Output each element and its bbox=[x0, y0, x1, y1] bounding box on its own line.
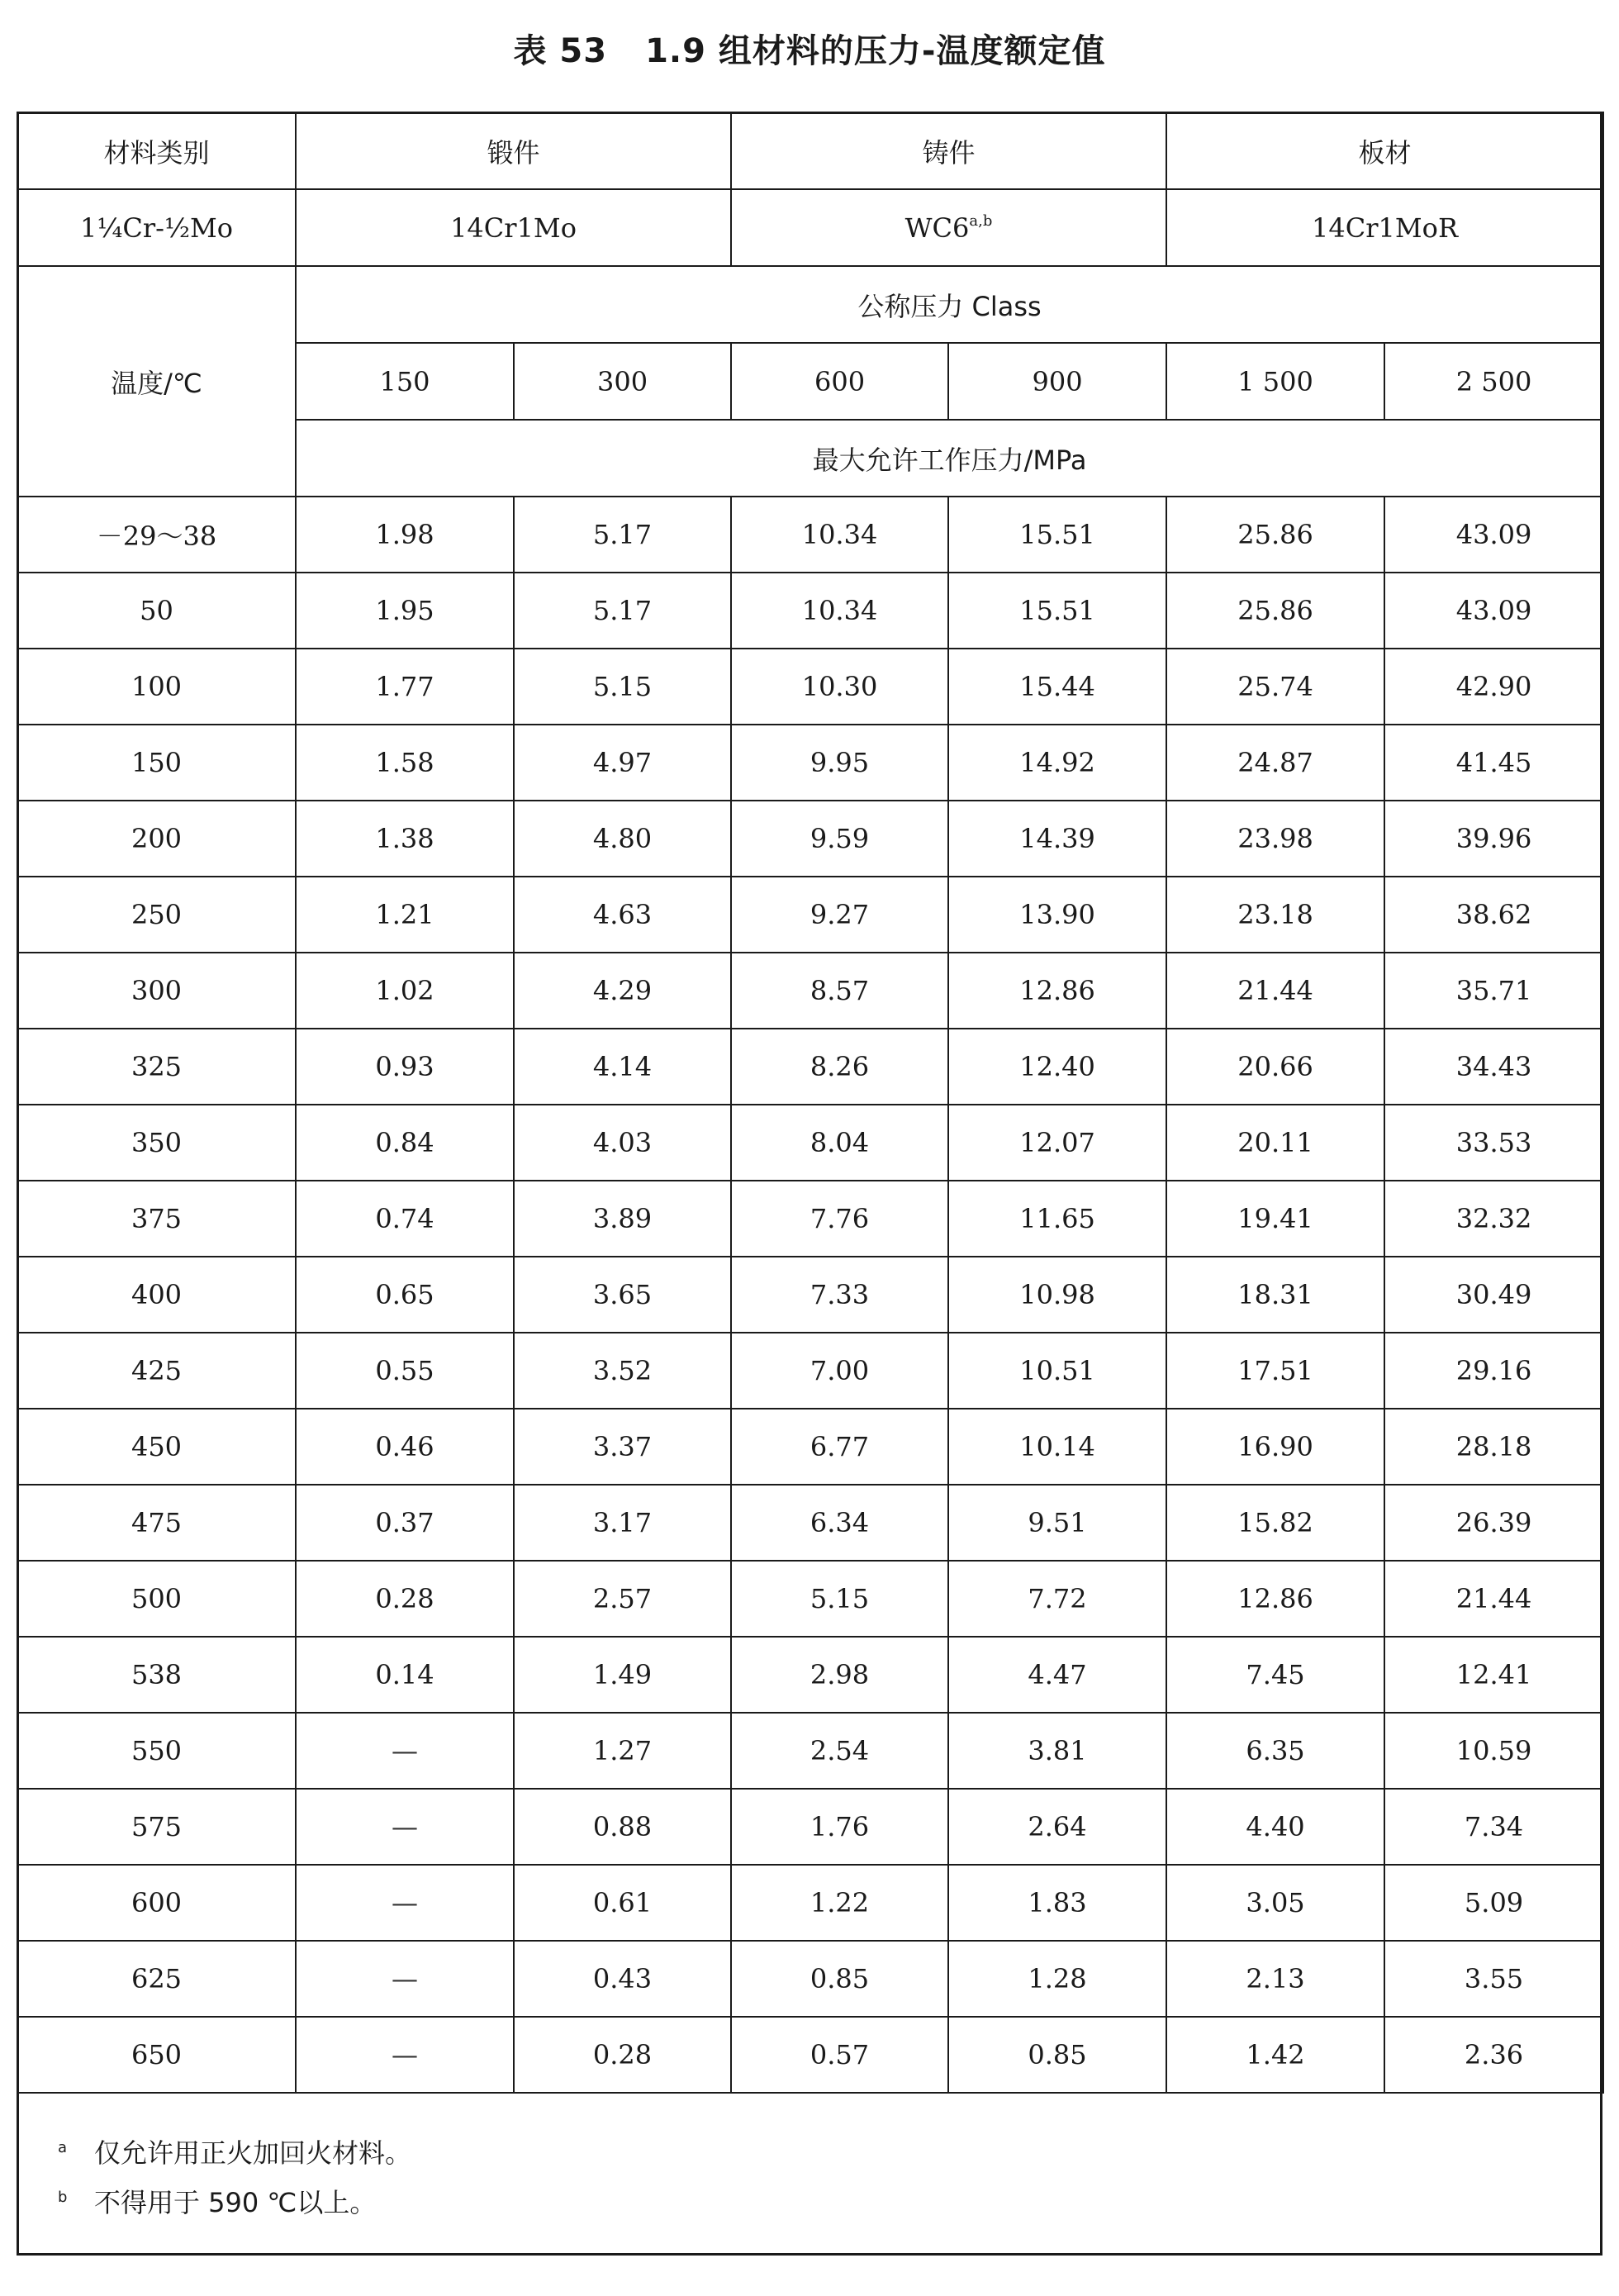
footnote-mark: a bbox=[58, 2139, 68, 2156]
table-row bbox=[17, 573, 1603, 649]
pressure-cell: 43.09 bbox=[1384, 497, 1603, 573]
pressure-cell: 7.76 bbox=[731, 1181, 948, 1257]
pressure-cell: 6.35 bbox=[1166, 1713, 1384, 1789]
pressure-cell: 0.14 bbox=[296, 1637, 514, 1713]
pressure-cell: 10.98 bbox=[948, 1257, 1166, 1333]
pressure-cell: 2.36 bbox=[1384, 2017, 1603, 2093]
table-row bbox=[17, 725, 1603, 801]
pressure-cell: 0.65 bbox=[296, 1257, 514, 1333]
pressure-temperature-table bbox=[17, 112, 1604, 2094]
pressure-cell: 10.14 bbox=[948, 1409, 1166, 1485]
pressure-cell: 41.45 bbox=[1384, 725, 1603, 801]
pressure-cell: 4.80 bbox=[514, 801, 731, 877]
pressure-cell: 0.85 bbox=[948, 2017, 1166, 2093]
table-row bbox=[17, 1333, 1603, 1409]
pressure-cell: 14.39 bbox=[948, 801, 1166, 877]
pressure-cell: 3.52 bbox=[514, 1333, 731, 1409]
pressure-cell: 7.72 bbox=[948, 1561, 1166, 1637]
pressure-cell: 4.14 bbox=[514, 1029, 731, 1105]
pressure-cell: 3.89 bbox=[514, 1181, 731, 1257]
casting-label: 铸件 bbox=[731, 112, 1166, 189]
pressure-cell: — bbox=[296, 1865, 514, 1941]
pressure-cell: 12.40 bbox=[948, 1029, 1166, 1105]
table-row bbox=[17, 1485, 1603, 1561]
table-row bbox=[17, 1561, 1603, 1637]
pressure-cell: 5.17 bbox=[514, 497, 731, 573]
pressure-cell: 4.47 bbox=[948, 1637, 1166, 1713]
pressure-cell: 34.43 bbox=[1384, 1029, 1603, 1105]
pressure-cell: 10.59 bbox=[1384, 1713, 1603, 1789]
pressure-cell: 42.90 bbox=[1384, 649, 1603, 725]
pressure-cell: 2.57 bbox=[514, 1561, 731, 1637]
pressure-cell: — bbox=[296, 2017, 514, 2093]
pressure-cell: 10.51 bbox=[948, 1333, 1166, 1409]
pressure-cell: 20.66 bbox=[1166, 1029, 1384, 1105]
pressure-cell: — bbox=[296, 1941, 514, 2017]
table-row bbox=[17, 1181, 1603, 1257]
pressure-cell: 5.17 bbox=[514, 573, 731, 649]
pressure-cell: 9.27 bbox=[731, 877, 948, 953]
temperature-cell: 625 bbox=[17, 1941, 296, 2017]
pressure-cell: 3.05 bbox=[1166, 1865, 1384, 1941]
pressure-cell: 33.53 bbox=[1384, 1105, 1603, 1181]
pressure-cell: 1.27 bbox=[514, 1713, 731, 1789]
pressure-cell: 15.44 bbox=[948, 649, 1166, 725]
pressure-cell: 1.42 bbox=[1166, 2017, 1384, 2093]
forging-label: 锻件 bbox=[296, 112, 731, 189]
pressure-cell: 1.83 bbox=[948, 1865, 1166, 1941]
pressure-cell: 12.86 bbox=[1166, 1561, 1384, 1637]
pressure-cell: 0.61 bbox=[514, 1865, 731, 1941]
pressure-cell: 18.31 bbox=[1166, 1257, 1384, 1333]
pressure-cell: 10.30 bbox=[731, 649, 948, 725]
pressure-cell: 12.86 bbox=[948, 953, 1166, 1029]
class-value: 900 bbox=[948, 343, 1166, 420]
table-row bbox=[17, 1865, 1603, 1941]
pressure-cell: 24.87 bbox=[1166, 725, 1384, 801]
plate-grade: 14Cr1MoR bbox=[1166, 189, 1603, 266]
pressure-cell: 0.46 bbox=[296, 1409, 514, 1485]
header-row-product-forms bbox=[17, 112, 1603, 189]
pressure-cell: 5.09 bbox=[1384, 1865, 1603, 1941]
pressure-cell: 7.00 bbox=[731, 1333, 948, 1409]
table-row bbox=[17, 1789, 1603, 1865]
pressure-cell: 15.51 bbox=[948, 497, 1166, 573]
pressure-cell: 23.18 bbox=[1166, 877, 1384, 953]
table-row bbox=[17, 1713, 1603, 1789]
pressure-cell: 1.28 bbox=[948, 1941, 1166, 2017]
pressure-cell: 25.74 bbox=[1166, 649, 1384, 725]
footnote bbox=[58, 2173, 411, 2222]
pressure-cell: 25.86 bbox=[1166, 497, 1384, 573]
pressure-cell: — bbox=[296, 1713, 514, 1789]
temperature-cell: 325 bbox=[17, 1029, 296, 1105]
class-value: 150 bbox=[296, 343, 514, 420]
pressure-cell: 0.85 bbox=[731, 1941, 948, 2017]
pressure-cell: 12.07 bbox=[948, 1105, 1166, 1181]
pressure-cell: 32.32 bbox=[1384, 1181, 1603, 1257]
temperature-cell: 425 bbox=[17, 1333, 296, 1409]
pressure-cell: 0.28 bbox=[296, 1561, 514, 1637]
pressure-cell: 1.58 bbox=[296, 725, 514, 801]
table-footnotes bbox=[58, 2123, 412, 2222]
material-grade: 1¼Cr-½Mo bbox=[17, 189, 296, 266]
pressure-cell: 28.18 bbox=[1384, 1409, 1603, 1485]
pressure-cell: 8.26 bbox=[731, 1029, 948, 1105]
class-label: 公称压力 Class bbox=[296, 266, 1603, 343]
temperature-cell: 50 bbox=[17, 573, 296, 649]
pressure-cell: 4.29 bbox=[514, 953, 731, 1029]
temperature-cell: 450 bbox=[17, 1409, 296, 1485]
pressure-cell: 7.45 bbox=[1166, 1637, 1384, 1713]
pressure-cell: 2.54 bbox=[731, 1713, 948, 1789]
pressure-cell: 0.37 bbox=[296, 1485, 514, 1561]
pressure-cell: 30.49 bbox=[1384, 1257, 1603, 1333]
pressure-cell: 1.21 bbox=[296, 877, 514, 953]
table-row bbox=[17, 2017, 1603, 2093]
pressure-cell: 0.28 bbox=[514, 2017, 731, 2093]
temperature-cell: 100 bbox=[17, 649, 296, 725]
pressure-cell: 1.77 bbox=[296, 649, 514, 725]
pressure-cell: 1.95 bbox=[296, 573, 514, 649]
pressure-cell: 3.37 bbox=[514, 1409, 731, 1485]
pressure-cell: 14.92 bbox=[948, 725, 1166, 801]
pressure-cell: 0.88 bbox=[514, 1789, 731, 1865]
temperature-cell: 150 bbox=[17, 725, 296, 801]
pressure-cell: 5.15 bbox=[731, 1561, 948, 1637]
casting-grade: WC6 bbox=[904, 212, 970, 244]
pressure-cell: 5.15 bbox=[514, 649, 731, 725]
temperature-cell: 375 bbox=[17, 1181, 296, 1257]
pressure-cell: 9.95 bbox=[731, 725, 948, 801]
pressure-cell: 13.90 bbox=[948, 877, 1166, 953]
footnote-text: 仅允许用正火加回火材料。 bbox=[94, 2137, 412, 2169]
table-row bbox=[17, 497, 1603, 573]
plate-label: 板材 bbox=[1166, 112, 1603, 189]
table-row bbox=[17, 877, 1603, 953]
forging-grade: 14Cr1Mo bbox=[296, 189, 731, 266]
pressure-cell: 2.64 bbox=[948, 1789, 1166, 1865]
pressure-cell: 35.71 bbox=[1384, 953, 1603, 1029]
pressure-cell: 19.41 bbox=[1166, 1181, 1384, 1257]
table-row bbox=[17, 1941, 1603, 2017]
temperature-cell: 250 bbox=[17, 877, 296, 953]
table-number: 表 53 bbox=[513, 32, 608, 70]
pressure-cell: 1.76 bbox=[731, 1789, 948, 1865]
pressure-cell: 3.17 bbox=[514, 1485, 731, 1561]
class-value: 300 bbox=[514, 343, 731, 420]
pressure-cell: 16.90 bbox=[1166, 1409, 1384, 1485]
table-title bbox=[0, 25, 1619, 72]
pressure-cell: 29.16 bbox=[1384, 1333, 1603, 1409]
table-row bbox=[17, 1029, 1603, 1105]
temperature-cell: 200 bbox=[17, 801, 296, 877]
pressure-cell: 4.97 bbox=[514, 725, 731, 801]
pressure-cell: 0.57 bbox=[731, 2017, 948, 2093]
pressure-cell: 1.38 bbox=[296, 801, 514, 877]
pressure-cell: 0.84 bbox=[296, 1105, 514, 1181]
material-category-label: 材料类别 bbox=[17, 112, 296, 189]
pressure-cell: 3.55 bbox=[1384, 1941, 1603, 2017]
pressure-cell: 8.04 bbox=[731, 1105, 948, 1181]
pressure-label: 最大允许工作压力/MPa bbox=[296, 420, 1603, 497]
pressure-cell: 4.63 bbox=[514, 877, 731, 953]
pressure-cell: — bbox=[296, 1789, 514, 1865]
pressure-cell: 21.44 bbox=[1166, 953, 1384, 1029]
pressure-cell: 20.11 bbox=[1166, 1105, 1384, 1181]
temperature-cell: 575 bbox=[17, 1789, 296, 1865]
pressure-cell: 9.59 bbox=[731, 801, 948, 877]
temperature-cell: 650 bbox=[17, 2017, 296, 2093]
pressure-cell: 1.22 bbox=[731, 1865, 948, 1941]
pressure-cell: 25.86 bbox=[1166, 573, 1384, 649]
pressure-cell: 4.40 bbox=[1166, 1789, 1384, 1865]
temperature-cell: 600 bbox=[17, 1865, 296, 1941]
pressure-cell: 6.77 bbox=[731, 1409, 948, 1485]
table-row bbox=[17, 649, 1603, 725]
footnote-text: 不得用于 590 ℃以上。 bbox=[94, 2187, 377, 2218]
table-row bbox=[17, 801, 1603, 877]
pressure-cell: 0.74 bbox=[296, 1181, 514, 1257]
pressure-cell: 1.49 bbox=[514, 1637, 731, 1713]
footnote bbox=[58, 2123, 412, 2173]
temperature-cell: 500 bbox=[17, 1561, 296, 1637]
class-value: 600 bbox=[731, 343, 948, 420]
table-row bbox=[17, 953, 1603, 1029]
class-value: 2 500 bbox=[1384, 343, 1603, 420]
table-row bbox=[17, 1257, 1603, 1333]
pressure-cell: 43.09 bbox=[1384, 573, 1603, 649]
pressure-cell: 11.65 bbox=[948, 1181, 1166, 1257]
pressure-cell: 39.96 bbox=[1384, 801, 1603, 877]
pressure-cell: 21.44 bbox=[1384, 1561, 1603, 1637]
temperature-cell: －29～38 bbox=[17, 497, 296, 573]
pressure-cell: 3.81 bbox=[948, 1713, 1166, 1789]
pressure-cell: 10.34 bbox=[731, 497, 948, 573]
temperature-label: 温度/℃ bbox=[17, 266, 296, 497]
pressure-cell: 7.34 bbox=[1384, 1789, 1603, 1865]
pressure-cell: 0.93 bbox=[296, 1029, 514, 1105]
pressure-cell: 2.13 bbox=[1166, 1941, 1384, 2017]
temperature-cell: 538 bbox=[17, 1637, 296, 1713]
pressure-cell: 8.57 bbox=[731, 953, 948, 1029]
pressure-cell: 2.98 bbox=[731, 1637, 948, 1713]
pressure-cell: 15.82 bbox=[1166, 1485, 1384, 1561]
pressure-cell: 1.98 bbox=[296, 497, 514, 573]
table-row bbox=[17, 1105, 1603, 1181]
temperature-cell: 550 bbox=[17, 1713, 296, 1789]
pressure-cell: 4.03 bbox=[514, 1105, 731, 1181]
temperature-cell: 475 bbox=[17, 1485, 296, 1561]
pressure-cell: 6.34 bbox=[731, 1485, 948, 1561]
table-row bbox=[17, 1637, 1603, 1713]
header-row-class bbox=[17, 266, 1603, 343]
pressure-cell: 12.41 bbox=[1384, 1637, 1603, 1713]
pressure-cell: 3.65 bbox=[514, 1257, 731, 1333]
temperature-cell: 400 bbox=[17, 1257, 296, 1333]
table-title-text: 1.9 组材料的压力-温度额定值 bbox=[645, 32, 1106, 70]
casting-grade-footnote-marks: a,b bbox=[969, 212, 993, 230]
pressure-cell: 1.02 bbox=[296, 953, 514, 1029]
header-row-grades bbox=[17, 189, 1603, 266]
pressure-cell: 23.98 bbox=[1166, 801, 1384, 877]
footnote-mark: b bbox=[58, 2189, 68, 2206]
temperature-cell: 350 bbox=[17, 1105, 296, 1181]
pressure-cell: 15.51 bbox=[948, 573, 1166, 649]
class-value: 1 500 bbox=[1166, 343, 1384, 420]
pressure-cell: 38.62 bbox=[1384, 877, 1603, 953]
pressure-cell: 0.43 bbox=[514, 1941, 731, 2017]
temperature-cell: 300 bbox=[17, 953, 296, 1029]
pressure-cell: 26.39 bbox=[1384, 1485, 1603, 1561]
table-row bbox=[17, 1409, 1603, 1485]
pressure-cell: 0.55 bbox=[296, 1333, 514, 1409]
pressure-cell: 10.34 bbox=[731, 573, 948, 649]
pressure-cell: 7.33 bbox=[731, 1257, 948, 1333]
casting-grade-cell bbox=[731, 189, 1166, 266]
pressure-cell: 17.51 bbox=[1166, 1333, 1384, 1409]
pressure-cell: 9.51 bbox=[948, 1485, 1166, 1561]
